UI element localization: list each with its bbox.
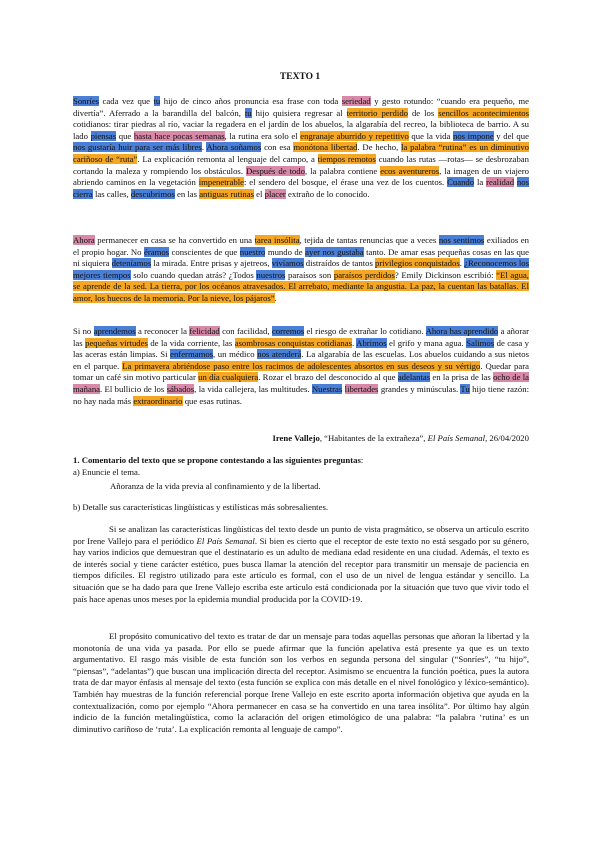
highlight-orange-span: paraísos perdidos xyxy=(333,269,395,280)
text-span: tanto. De amar esas pequeñas cosas en las que ni siquiera xyxy=(73,246,529,269)
text-span: que la vida xyxy=(408,130,453,141)
highlight-pink-span: seriedad xyxy=(341,96,371,106)
text-span: . La explicación remonta al lenguaje del campo, a xyxy=(137,153,318,164)
text-span: . xyxy=(274,292,277,303)
highlight-blue-span: piensas xyxy=(90,130,117,141)
citation-author: Irene Vallejo xyxy=(272,433,320,443)
highlight-orange-span: engranaje aburrido y repetitivo xyxy=(300,130,409,141)
highlight-blue-span: Salimos xyxy=(466,337,495,348)
highlight-pink-span: felicidad xyxy=(189,326,220,336)
text-span: Si no xyxy=(73,326,94,336)
text-span: cada vez que xyxy=(99,96,154,106)
question-heading-text: 1. Comentario del texto que se propone contestando a las siguientes preguntas xyxy=(73,455,361,465)
text-span: , la vida callejera, las multitudes. xyxy=(194,383,312,394)
text-span: las calles, xyxy=(92,188,131,199)
text-span: con facilidad, xyxy=(219,326,272,336)
highlight-pink-span: ocho de la mañana xyxy=(73,372,529,394)
text-span: a reconocer la xyxy=(135,326,190,336)
text-span: de los xyxy=(408,107,439,118)
text-span: grandes y minúsculas. xyxy=(378,383,461,394)
highlight-blue-span: ¿Reconocemos los mejores tiempos xyxy=(73,258,530,280)
text-span: la mirada. Entre prisas y ajetreos, xyxy=(151,258,272,269)
text-span: , la palabra contiene xyxy=(304,165,381,176)
answer-b-paragraph-2 xyxy=(73,631,529,735)
highlight-blue-span: éramos xyxy=(143,246,170,257)
highlight-blue-span: aprendemos xyxy=(93,326,136,336)
text-span: , la rutina era solo el xyxy=(224,130,301,141)
question-b: b) Detalle sus características lingüísticas y estilísticas más sobresalientes. xyxy=(73,502,329,512)
highlight-blue-span: enfermamos xyxy=(170,349,214,360)
highlight-orange-span: asombrosas conquistas cotidianas xyxy=(234,337,353,348)
highlight-blue-span: deteníamos xyxy=(111,258,152,269)
highlight-orange-span: tarea insólita xyxy=(254,235,300,245)
text-span: hijo quisiera regresar al xyxy=(251,107,347,118)
text-span: conscientes de que xyxy=(169,246,240,257)
text-span: . La algarabía de las escuelas. Los abuelos cuidando a sus nietos en el parque. xyxy=(73,349,529,371)
text-span: distraídos de tantos xyxy=(303,258,376,269)
highlight-orange-span: tiempos remotos xyxy=(317,153,376,164)
text-span: exiliados en el propio hogar. No xyxy=(73,235,529,257)
highlight-blue-span: adelantas xyxy=(397,372,431,383)
text-span: hijo tiene razón: no hay nada más xyxy=(73,383,529,406)
text-span: . Quedar para tomar un café sin motivo particular xyxy=(73,360,529,383)
highlight-blue-span: Ahora has aprendido xyxy=(425,326,499,336)
citation-source: El País Semanal xyxy=(427,433,486,443)
highlight-orange-span: “El agua, se aprende de la sed. La tierra, por los océanos atravesados. El arrebato, mediante la angustia. La paz, la cuentan las batallas. El amor, los huecos de la memoria. Por la nieve, los pájaros” xyxy=(73,269,529,303)
text-span: permanecer en casa se ha convertido en una xyxy=(94,235,255,245)
text-span: que esas rutinas. xyxy=(182,395,242,406)
highlight-blue-span: vivíamos xyxy=(271,258,304,269)
page-title: TEXTO 1 xyxy=(279,72,321,82)
highlight-blue-span: nos impone xyxy=(452,130,494,141)
text-span: , la imagen de un viajero abriendo caminos en la vegetación xyxy=(73,165,529,188)
text-span: . xyxy=(459,258,465,269)
text-span: mundo de xyxy=(265,246,306,257)
text-span: : el sendero del bosque, el érase una vez de los cuentos. xyxy=(244,177,448,188)
highlight-orange-span: pequeñas virtudes xyxy=(85,337,148,348)
highlight-blue-span: Tu xyxy=(460,383,470,394)
answer-b-p1-post: . Si bien es cierto que el receptor de este texto no está sesgado por su género, hay varios indicios que demuestran que el destinatario es un adulto de mediana edad residente en una ciudad. Además, el texto es de interés social y tiene carácter estético, pues busca llamar la atención del receptor para transmitir un mensaje de paciencia en tiempos difíciles. El registro utilizado para este artículo es formal, con el uso de un nivel de lengua estándar y sencillo. La situación que se ha dado para que Irene Vallejo escriba este artículo está condicionada por la situación que tuvo que vivir todo el país hace apenas unos meses por la epidemia mundial producida por la COVID-19. xyxy=(73,535,529,604)
highlight-blue-span: Sonríes xyxy=(73,96,100,106)
highlight-blue-span: nos atenderá xyxy=(257,349,302,360)
text-span: el xyxy=(253,188,265,199)
text-span: con esa xyxy=(261,142,294,153)
highlight-orange-span: territorio perdido xyxy=(346,107,409,118)
highlight-orange-span: antiguas rutinas xyxy=(199,188,254,199)
highlight-blue-span: ayer nos gustaba xyxy=(305,246,364,257)
highlight-blue-span: nuestro xyxy=(239,246,266,257)
highlight-orange-span: privilegios conquistados xyxy=(375,258,460,269)
answer-b-paragraph-1 xyxy=(73,524,529,605)
text-span: de casa y las aceras están limpias. Si xyxy=(73,337,529,360)
text-span: el grifo y mana agua. xyxy=(386,337,467,348)
highlight-blue-span: tu xyxy=(153,96,161,106)
question-a: a) Enuncie el tema. xyxy=(73,467,141,477)
article-citation xyxy=(272,433,529,443)
answer-a: Añoranza de la vida previa al confinamiento y de la libertad. xyxy=(110,481,321,491)
text-paragraph-2 xyxy=(73,235,529,305)
text-span: el riesgo de extrañar lo cotidiano. xyxy=(304,326,426,336)
text-span: la xyxy=(474,177,487,188)
highlight-blue-span: descubrimos xyxy=(130,188,175,199)
citation-date: , 26/04/2020 xyxy=(485,433,529,443)
highlight-blue-span: nos cierra xyxy=(73,177,529,199)
highlight-pink-span: realidad xyxy=(486,177,515,188)
highlight-orange-span: sencillos acontecimientos xyxy=(438,107,530,118)
text-span: en las xyxy=(174,188,200,199)
highlight-blue-span: nuestros xyxy=(256,269,286,280)
text-span: . xyxy=(352,337,357,348)
text-span: a añorar las xyxy=(73,326,530,348)
highlight-orange-span: extraordinario xyxy=(133,395,183,406)
highlight-blue-span: Abrimos xyxy=(356,337,387,348)
text-paragraph-3 xyxy=(73,326,529,407)
question-heading xyxy=(73,455,529,467)
text-paragraph-1 xyxy=(73,96,529,200)
text-span: solo cuando quedan atrás? ¿Todos xyxy=(130,269,257,280)
text-span: y del que xyxy=(493,130,529,141)
highlight-orange-span: La primavera abriéndose paso entre los racimos de adolescentes absortos en sus deseos y su vértigo xyxy=(122,360,481,371)
text-span: hijo de cinco años pronuncia esa frase con toda xyxy=(160,96,342,106)
text-span: cuando las rutas —rotas— se desbrozaban cortando la maleza y rompiendo los obstáculos. xyxy=(73,153,529,176)
answer-b-p2-text: El propósito comunicativo del texto es tratar de dar un mensaje para todas aquellas personas que añoran la libertad y la monotonía de una vida ya pasada. Por ello se puede afirmar que la función apelativa está presente ya que es un texto argumentativo. El rasgo más visible de esta función son los verbos en segunda persona del singular (“Sonríes”, “tu hijo”, “piensas”, “adelantas”) que buscan una implicación directa del receptor. Asimismo se encuentra la función poética, pues la autora trata de dar mayor énfasis al mensaje del texto (esta función se explica con más detalle en el nivel fonológico y léxico-semántico). También hay muestras de la función referencial porque Irene Vallejo en este escrito aporta información objetiva que ayuda en la contextualización, como por ejemplo “Ahora permanecer en casa se ha convertido en una tarea insólita”. Por último hay algún indicio de la función metalingüística, como la aclaración del origen etimológico de una palabra: “la palabra ‘rutina’ es un diminutivo cariñoso de ‘ruta’. La explicación remonta al lenguaje de campo”. xyxy=(73,631,529,734)
text-span: . De hecho, xyxy=(357,142,402,153)
answer-b-p1-pre: Si se analizan las características lingüísticas del texto desde un punto de vista pragmático, se observa un artículo escrito por Irene Vallejo para el periódico xyxy=(73,524,529,546)
text-span: extraño de lo conocido. xyxy=(285,188,370,199)
highlight-blue-span: Ahora soñamos xyxy=(206,142,262,153)
text-span: paraísos son xyxy=(285,269,334,280)
text-span: y gesto rotundo: “cuando era pequeño, me divertía”. Aferrado a la barandilla del balcón, xyxy=(73,96,529,118)
text-span: . xyxy=(201,142,207,153)
highlight-blue-span: nos gustaría huir para ser más libres xyxy=(73,142,202,153)
text-span: , un médico xyxy=(213,349,258,360)
highlight-pink-span: libertades xyxy=(344,383,379,394)
highlight-orange-span: ecos aventureros xyxy=(380,165,440,176)
highlight-orange-span: monótona libertad xyxy=(293,142,358,153)
text-span: . El bullicio de los xyxy=(100,383,167,394)
highlight-pink-span: Ahora xyxy=(73,235,95,245)
highlight-blue-span: nos sentimos xyxy=(438,235,485,245)
highlight-pink-span: sábados xyxy=(166,383,195,394)
text-span: ? Emily Dickinson escribió: xyxy=(394,269,497,280)
text-span: cotidianos: tirar piedras al río, vaciar la regadera en el jardín de los abuelos, la algarabía del recreo, la biblioteca de barrio. A su lado xyxy=(73,119,529,141)
highlight-pink-span: hasta hace pocas semanas xyxy=(133,130,225,141)
answer-b-p1-source: El País Semanal xyxy=(196,535,255,546)
highlight-pink-span: placer xyxy=(264,188,286,199)
highlight-blue-span: Cuando xyxy=(447,177,475,188)
citation-article: , “Habitantes de la extrañeza”, xyxy=(319,433,428,443)
text-span: que xyxy=(116,130,134,141)
highlight-orange-span: impenetrable xyxy=(198,177,245,188)
highlight-blue-span: Nuestras xyxy=(311,383,343,394)
text-span: . Rozar el brazo del desconocido al que xyxy=(258,372,398,383)
text-span: , tejida de tantas renuncias que a veces xyxy=(299,235,439,245)
highlight-orange-span: la palabra “rutina” es un diminutivo cariñoso de “ruta” xyxy=(73,142,530,164)
highlight-pink-span: Después de todo xyxy=(245,165,305,176)
highlight-blue-span: corremos xyxy=(271,326,305,336)
text-span: en la prisa de las xyxy=(430,372,494,383)
highlight-orange-span: un día cualquiera xyxy=(198,372,259,383)
text-span: de la vida corriente, las xyxy=(147,337,235,348)
question-heading-colon: : xyxy=(360,455,364,465)
highlight-blue-span: tu xyxy=(244,107,252,118)
